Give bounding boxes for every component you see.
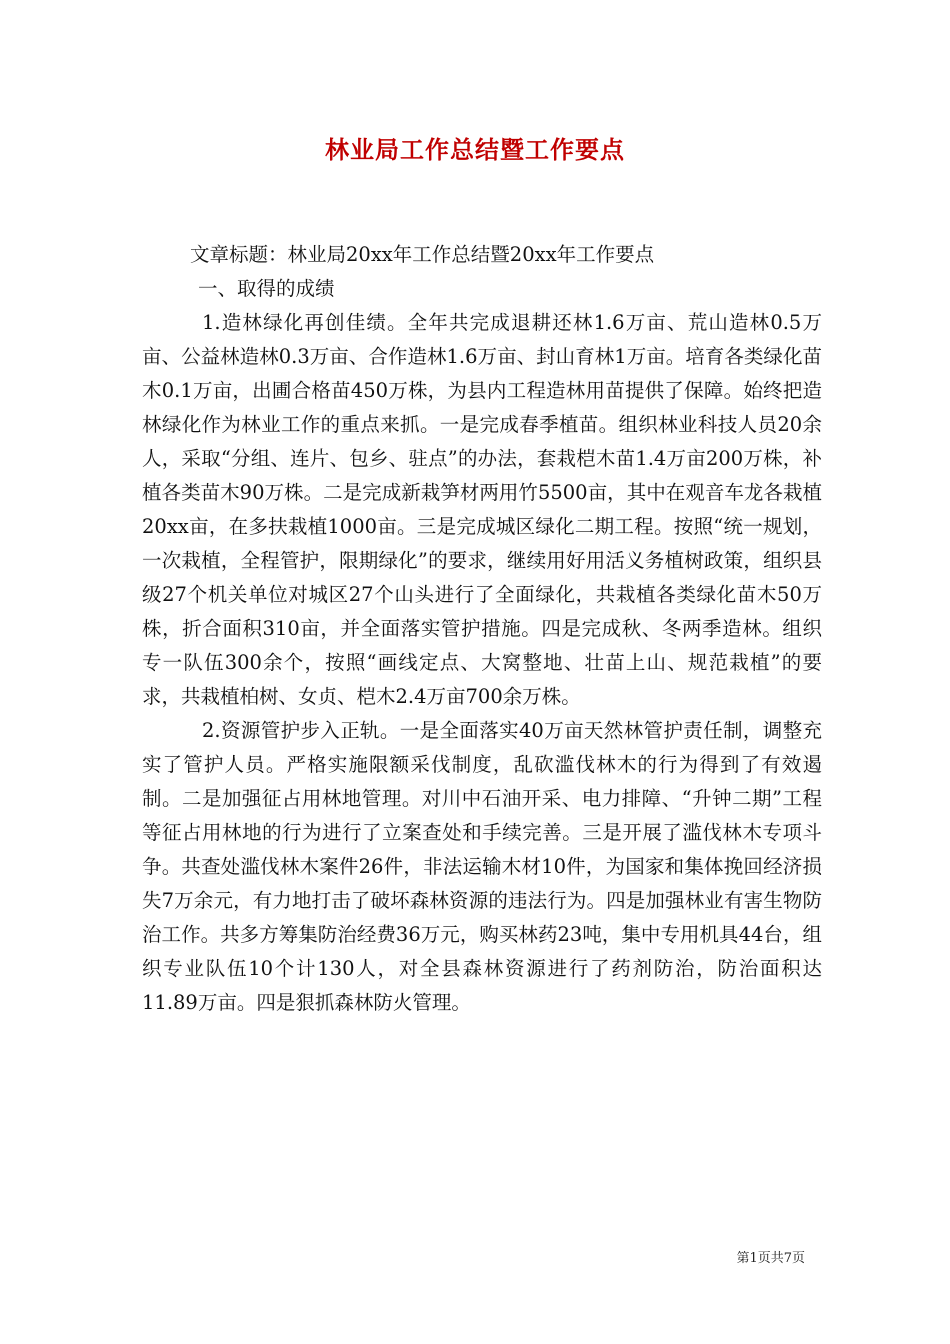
- document-body: [142, 238, 822, 1020]
- section-heading: 一、取得的成绩: [198, 277, 335, 300]
- article-heading-paragraph: 文章标题：林业局20xx年工作总结暨20xx年工作要点: [190, 243, 655, 266]
- page-number: 第1页共7页: [736, 1251, 805, 1266]
- body-paragraph: 1.造林绿化再创佳绩。全年共完成退耕还林1.6万亩、荒山造林0.5万亩、公益林造林0.3万亩、合作造林1.6万亩、封山育林1万亩。培育各类绿化苗木0.1万亩，出圃合格苗450万株，为县内工程造林用苗提供了保障。始终把造林绿化作为林业工作的重点来抓。一是完成春季植苗。组织林业科技人员20余人，采取“分组、连片、包乡、驻点”的办法，套栽桤木苗1.4万亩200万株，补植各类苗木90万株。二是完成新栽笋材两用竹5500亩，其中在观音车龙各栽植20xx亩，在多扶栽植1000亩。三是完成城区绿化二期工程。按照“统一规划，一次栽植，全程管护，限期绿化”的要求，继续用好用活义务植树政策，组织县级27个机关单位对城区27个山头进行了全面绿化，共栽植各类绿化苗木50万株，折合面积310亩，并全面落实管护措施。四是完成秋、冬两季造林。组织专一队伍300余个，按照“画线定点、大窝整地、壮苗上山、规范栽植”的要求，共栽植柏树、女贞、桤木2.4万亩700余万株。: [142, 311, 822, 708]
- document-title: 林业局工作总结暨工作要点: [325, 135, 625, 164]
- body-paragraph: 2.资源管护步入正轨。一是全面落实40万亩天然林管护责任制，调整充实了管护人员。严格实施限额采伐制度，乱砍滥伐林木的行为得到了有效遏制。二是加强征占用林地管理。对川中石油开采、电力排障、“升钟二期”工程等征占用林地的行为进行了立案查处和手续完善。三是开展了滥伐林木专项斗争。共查处滥伐林木案件26件，非法运输木材10件，为国家和集体挽回经济损失7万余元，有力地打击了破坏森林资源的违法行为。四是加强林业有害生物防治工作。共多方筹集防治经费36万元，购买林药23吨，集中专用机具44台，组织专业队伍10个计130人，对全县森林资源进行了药剂防治，防治面积达11.89万亩。四是狠抓森林防火管理。: [142, 719, 822, 1014]
